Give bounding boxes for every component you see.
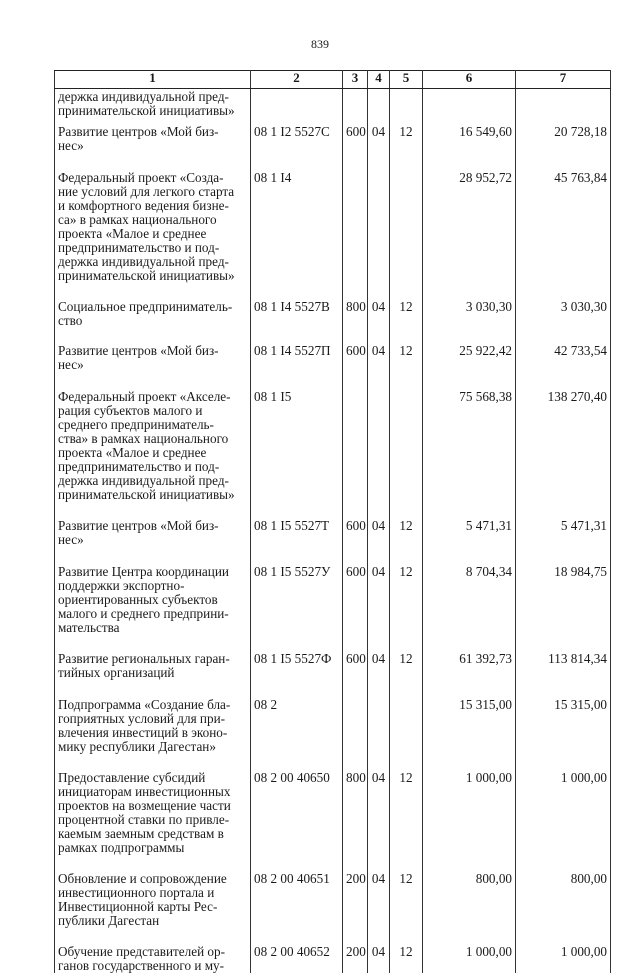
table-row	[55, 697, 611, 770]
row-name-line: рамках подпрограммы	[58, 841, 247, 855]
row-name-line: Предоставление субсидий	[58, 771, 247, 785]
row-value-col7: 20 728,18	[516, 124, 611, 170]
row-col5	[390, 170, 423, 299]
row-name-line: поддержки экспортно-	[58, 579, 247, 593]
row-col3: 600	[343, 518, 368, 564]
row-name-line: Социальное предприниматель-	[58, 300, 247, 314]
row-name-line: принимательской инициативы»	[58, 269, 247, 283]
row-value-col6: 5 471,31	[423, 518, 516, 564]
row-name-line: нес»	[58, 533, 247, 547]
table-row	[55, 124, 611, 170]
row-code: 08 2 00 40652	[251, 944, 343, 973]
row-col4: 04	[368, 518, 390, 564]
row-name	[55, 299, 251, 343]
row-value-col7: 138 270,40	[516, 389, 611, 518]
row-col5: 12	[390, 651, 423, 697]
column-header: 1	[55, 71, 251, 89]
row-col5	[390, 89, 423, 125]
row-value-col6: 800,00	[423, 871, 516, 944]
table-row	[55, 770, 611, 871]
row-name-line: Инвестиционной карты Рес-	[58, 900, 247, 914]
row-name-line: проектов на возмещение части	[58, 799, 247, 813]
row-name-line: ориентированных субъектов	[58, 593, 247, 607]
column-header: 7	[516, 71, 611, 89]
row-value-col6: 28 952,72	[423, 170, 516, 299]
row-value-col7: 18 984,75	[516, 564, 611, 651]
row-name	[55, 697, 251, 770]
row-name-line: мику республики Дагестан»	[58, 740, 247, 754]
row-code	[251, 89, 343, 125]
row-name-line: инициаторам инвестиционных	[58, 785, 247, 799]
row-value-col6: 3 030,30	[423, 299, 516, 343]
row-col5: 12	[390, 944, 423, 973]
row-col4	[368, 697, 390, 770]
row-col4	[368, 89, 390, 125]
row-name-line: рация субъектов малого и	[58, 404, 247, 418]
row-value-col7: 15 315,00	[516, 697, 611, 770]
row-name	[55, 871, 251, 944]
row-code: 08 1 I4 5527П	[251, 343, 343, 389]
row-name-line: и комфортного ведения бизне-	[58, 199, 247, 213]
row-value-col7: 42 733,54	[516, 343, 611, 389]
table-row	[55, 651, 611, 697]
row-name-line: держка индивидуальной пред-	[58, 474, 247, 488]
row-name-line: предпринимательство и под-	[58, 460, 247, 474]
row-name	[55, 944, 251, 973]
row-col3	[343, 697, 368, 770]
row-col3: 600	[343, 651, 368, 697]
row-col4	[368, 170, 390, 299]
row-name-line: нес»	[58, 139, 247, 153]
row-col3: 800	[343, 299, 368, 343]
row-value-col7: 1 000,00	[516, 770, 611, 871]
row-name-line: Развитие центров «Мой биз-	[58, 344, 247, 358]
row-name-line: са» в рамках национального	[58, 213, 247, 227]
page-number: 839	[0, 37, 640, 52]
row-code: 08 2 00 40650	[251, 770, 343, 871]
row-name	[55, 389, 251, 518]
row-name-line: Подпрограмма «Создание бла-	[58, 698, 247, 712]
row-col4: 04	[368, 564, 390, 651]
row-col4: 04	[368, 651, 390, 697]
row-col3: 600	[343, 124, 368, 170]
row-col5: 12	[390, 871, 423, 944]
row-col4: 04	[368, 124, 390, 170]
row-value-col7: 800,00	[516, 871, 611, 944]
column-header: 4	[368, 71, 390, 89]
row-name	[55, 564, 251, 651]
row-col3	[343, 170, 368, 299]
row-value-col6	[423, 89, 516, 125]
row-name	[55, 124, 251, 170]
row-value-col7: 113 814,34	[516, 651, 611, 697]
column-header: 5	[390, 71, 423, 89]
row-name-line: Федеральный проект «Созда-	[58, 171, 247, 185]
row-name	[55, 343, 251, 389]
row-value-col7: 1 000,00	[516, 944, 611, 973]
row-col3	[343, 89, 368, 125]
row-name-line: ство	[58, 314, 247, 328]
row-col4	[368, 389, 390, 518]
row-name-line: ние условий для легкого старта	[58, 185, 247, 199]
row-name-line: предпринимательство и под-	[58, 241, 247, 255]
row-value-col6: 1 000,00	[423, 944, 516, 973]
table-body	[55, 89, 611, 973]
row-name-line: мательства	[58, 621, 247, 635]
row-col5: 12	[390, 343, 423, 389]
row-value-col6: 16 549,60	[423, 124, 516, 170]
row-col3	[343, 389, 368, 518]
row-value-col6: 1 000,00	[423, 770, 516, 871]
row-code: 08 1 I5 5527У	[251, 564, 343, 651]
row-name-line: Обновление и сопровождение	[58, 872, 247, 886]
row-name	[55, 170, 251, 299]
row-name-line: инвестиционного портала и	[58, 886, 247, 900]
row-col3: 200	[343, 871, 368, 944]
row-col4: 04	[368, 871, 390, 944]
table-row	[55, 299, 611, 343]
row-code: 08 1 I2 5527С	[251, 124, 343, 170]
row-name-line: нес»	[58, 358, 247, 372]
row-name	[55, 518, 251, 564]
row-name-line: ганов государственного и му-	[58, 959, 247, 973]
row-value-col6: 61 392,73	[423, 651, 516, 697]
row-col5: 12	[390, 299, 423, 343]
row-name-line: Развитие центров «Мой биз-	[58, 125, 247, 139]
row-name-line: среднего предприниматель-	[58, 418, 247, 432]
row-name-line: принимательской инициативы»	[58, 488, 247, 502]
table-row	[55, 170, 611, 299]
column-header: 3	[343, 71, 368, 89]
row-value-col6: 25 922,42	[423, 343, 516, 389]
row-value-col7	[516, 89, 611, 125]
budget-table	[54, 70, 611, 973]
column-header: 2	[251, 71, 343, 89]
row-name-line: малого и среднего предприни-	[58, 607, 247, 621]
row-name-line: процентной ставки по привле-	[58, 813, 247, 827]
table-row	[55, 518, 611, 564]
row-col3: 200	[343, 944, 368, 973]
row-value-col6: 15 315,00	[423, 697, 516, 770]
row-name-line: публики Дагестан	[58, 914, 247, 928]
row-name	[55, 651, 251, 697]
row-value-col7: 45 763,84	[516, 170, 611, 299]
row-col4: 04	[368, 770, 390, 871]
row-name-line: проекта «Малое и среднее	[58, 446, 247, 460]
row-code: 08 1 I5 5527Ф	[251, 651, 343, 697]
row-name-line: держка индивидуальной пред-	[58, 90, 247, 104]
row-col5: 12	[390, 518, 423, 564]
row-name-line: влечения инвестиций в эконо-	[58, 726, 247, 740]
table-row	[55, 871, 611, 944]
row-code: 08 2	[251, 697, 343, 770]
row-value-col7: 3 030,30	[516, 299, 611, 343]
row-code: 08 1 I5 5527Т	[251, 518, 343, 564]
row-name-line: принимательской инициативы»	[58, 104, 247, 118]
row-col4: 04	[368, 299, 390, 343]
row-name-line: каемым заемным средствам в	[58, 827, 247, 841]
table-row	[55, 564, 611, 651]
row-name-line: Обучение представителей ор-	[58, 945, 247, 959]
table-row	[55, 89, 611, 125]
row-name-line: проекта «Малое и среднее	[58, 227, 247, 241]
row-col4: 04	[368, 944, 390, 973]
row-value-col7: 5 471,31	[516, 518, 611, 564]
row-name	[55, 770, 251, 871]
row-code: 08 1 I4	[251, 170, 343, 299]
table-row	[55, 944, 611, 973]
row-col5: 12	[390, 564, 423, 651]
row-name	[55, 89, 251, 125]
row-col5	[390, 697, 423, 770]
row-col5	[390, 389, 423, 518]
row-name-line: держка индивидуальной пред-	[58, 255, 247, 269]
row-value-col6: 75 568,38	[423, 389, 516, 518]
column-header: 6	[423, 71, 516, 89]
row-name-line: гоприятных условий для при-	[58, 712, 247, 726]
row-name-line: Развитие Центра координации	[58, 565, 247, 579]
row-col3: 600	[343, 564, 368, 651]
row-name-line: ства» в рамках национального	[58, 432, 247, 446]
row-col3: 600	[343, 343, 368, 389]
row-code: 08 1 I5	[251, 389, 343, 518]
row-col4: 04	[368, 343, 390, 389]
table-row	[55, 389, 611, 518]
row-code: 08 2 00 40651	[251, 871, 343, 944]
row-name-line: тийных организаций	[58, 666, 247, 680]
header-row	[55, 71, 611, 89]
row-value-col6: 8 704,34	[423, 564, 516, 651]
row-name-line: Развитие региональных гаран-	[58, 652, 247, 666]
row-name-line: Развитие центров «Мой биз-	[58, 519, 247, 533]
row-col5: 12	[390, 770, 423, 871]
table-row	[55, 343, 611, 389]
row-name-line: Федеральный проект «Акселе-	[58, 390, 247, 404]
row-col5: 12	[390, 124, 423, 170]
row-code: 08 1 I4 5527В	[251, 299, 343, 343]
row-col3: 800	[343, 770, 368, 871]
